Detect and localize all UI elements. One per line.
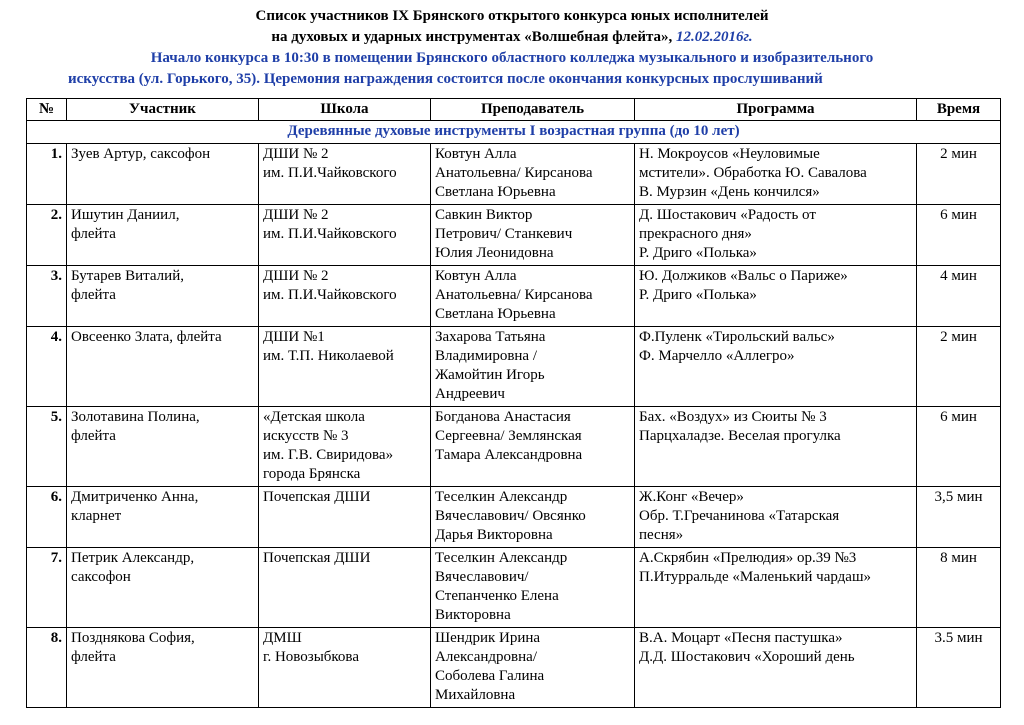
school-cell: Почепская ДШИ: [259, 487, 431, 548]
program-cell: Н. Мокроусов «Неуловимые мстители». Обработка Ю. Савалова В. Мурзин «День кончился»: [635, 144, 917, 205]
participant-cell: Петрик Александр, саксофон: [67, 548, 259, 628]
participant-cell: Бутарев Виталий, флейта: [67, 266, 259, 327]
header-title: Список участников IX Брянского открытого конкурса юных исполнителей: [255, 8, 769, 24]
header-subtitle: [0, 27, 1024, 48]
row-number: 4.: [27, 327, 67, 407]
program-cell: Бах. «Воздух» из Сюиты № 3 Парцхаладзе. Веселая прогулка: [635, 407, 917, 487]
row-number: 8.: [27, 628, 67, 708]
row-number: 5.: [27, 407, 67, 487]
row-number: 7.: [27, 548, 67, 628]
time-cell: 8 мин: [917, 548, 1001, 628]
school-cell: «Детская школа искусств № 3 им. Г.В. Свиридова» города Брянска: [259, 407, 431, 487]
school-cell: ДМШ г. Новозыбкова: [259, 628, 431, 708]
header-start-info: Начало конкурса в 10:30 в помещении Брянского областного колледжа музыкального и изобразительного: [150, 50, 874, 66]
school-cell: Почепская ДШИ: [259, 548, 431, 628]
time-cell: 4 мин: [917, 266, 1001, 327]
header-subtitle-text: на духовых и ударных инструментах «Волшебная флейта»,: [271, 29, 677, 45]
table-row: [27, 548, 1001, 628]
table-row: [27, 327, 1001, 407]
program-cell: Ю. Должиков «Вальс о Париже» Р. Дриго «Полька»: [635, 266, 917, 327]
column-header-program: Программа: [635, 99, 917, 121]
table-row: [27, 144, 1001, 205]
participant-cell: Ишутин Даниил, флейта: [67, 205, 259, 266]
table-row: [27, 266, 1001, 327]
time-cell: 3.5 мин: [917, 628, 1001, 708]
participant-cell: Позднякова София, флейта: [67, 628, 259, 708]
row-number: 2.: [27, 205, 67, 266]
teacher-cell: Шендрик Ирина Александровна/ Соболева Галина Михайловна: [431, 628, 635, 708]
table-row: [27, 628, 1001, 708]
program-cell: В.А. Моцарт «Песня пастушка» Д.Д. Шостакович «Хороший день: [635, 628, 917, 708]
school-cell: ДШИ № 2 им. П.И.Чайковского: [259, 144, 431, 205]
time-cell: 6 мин: [917, 407, 1001, 487]
table-row: [27, 407, 1001, 487]
row-number: 6.: [27, 487, 67, 548]
time-cell: 2 мин: [917, 327, 1001, 407]
document-header: [0, 0, 1024, 90]
column-header-participant: Участник: [67, 99, 259, 121]
participants-table: [26, 98, 1001, 708]
column-header-teacher: Преподаватель: [431, 99, 635, 121]
group-title: Деревянные духовые инструменты I возрастная группа (до 10 лет): [27, 121, 1001, 144]
table-row: [27, 487, 1001, 548]
program-cell: Ж.Конг «Вечер» Обр. Т.Гречанинова «Татарская песня»: [635, 487, 917, 548]
teacher-cell: Теселкин Александр Вячеславович/ Степанченко Елена Викторовна: [431, 548, 635, 628]
teacher-cell: Савкин Виктор Петрович/ Станкевич Юлия Леонидовна: [431, 205, 635, 266]
participant-cell: Овсеенко Злата, флейта: [67, 327, 259, 407]
participant-cell: Золотавина Полина, флейта: [67, 407, 259, 487]
time-cell: 3,5 мин: [917, 487, 1001, 548]
program-cell: Д. Шостакович «Радость от прекрасного дня» Р. Дриго «Полька»: [635, 205, 917, 266]
header-date: 12.02.2016г.: [676, 29, 753, 45]
table-row: [27, 205, 1001, 266]
group-row: [27, 121, 1001, 144]
teacher-cell: Ковтун Алла Анатольевна/ Кирсанова Светлана Юрьевна: [431, 266, 635, 327]
column-header-num: №: [27, 99, 67, 121]
participant-cell: Дмитриченко Анна, кларнет: [67, 487, 259, 548]
program-cell: Ф.Пуленк «Тирольский вальс» Ф. Марчелло «Аллегро»: [635, 327, 917, 407]
teacher-cell: Захарова Татьяна Владимировна / Жамойтин Игорь Андреевич: [431, 327, 635, 407]
header-ceremony-info: искусства (ул. Горького, 35). Церемония награждения состоится после окончания конкурсных прослушиваний: [68, 71, 823, 87]
time-cell: 6 мин: [917, 205, 1001, 266]
teacher-cell: Богданова Анастасия Сергеевна/ Землянская Тамара Александровна: [431, 407, 635, 487]
teacher-cell: Ковтун Алла Анатольевна/ Кирсанова Светлана Юрьевна: [431, 144, 635, 205]
school-cell: ДШИ № 2 им. П.И.Чайковского: [259, 205, 431, 266]
table-header-row: [27, 99, 1001, 121]
program-cell: А.Скрябин «Прелюдия» ор.39 №3 П.Итурральде «Маленький чардаш»: [635, 548, 917, 628]
row-number: 3.: [27, 266, 67, 327]
participant-cell: Зуев Артур, саксофон: [67, 144, 259, 205]
row-number: 1.: [27, 144, 67, 205]
column-header-time: Время: [917, 99, 1001, 121]
column-header-school: Школа: [259, 99, 431, 121]
school-cell: ДШИ №1 им. Т.П. Николаевой: [259, 327, 431, 407]
teacher-cell: Теселкин Александр Вячеславович/ Овсянко Дарья Викторовна: [431, 487, 635, 548]
school-cell: ДШИ № 2 им. П.И.Чайковского: [259, 266, 431, 327]
time-cell: 2 мин: [917, 144, 1001, 205]
